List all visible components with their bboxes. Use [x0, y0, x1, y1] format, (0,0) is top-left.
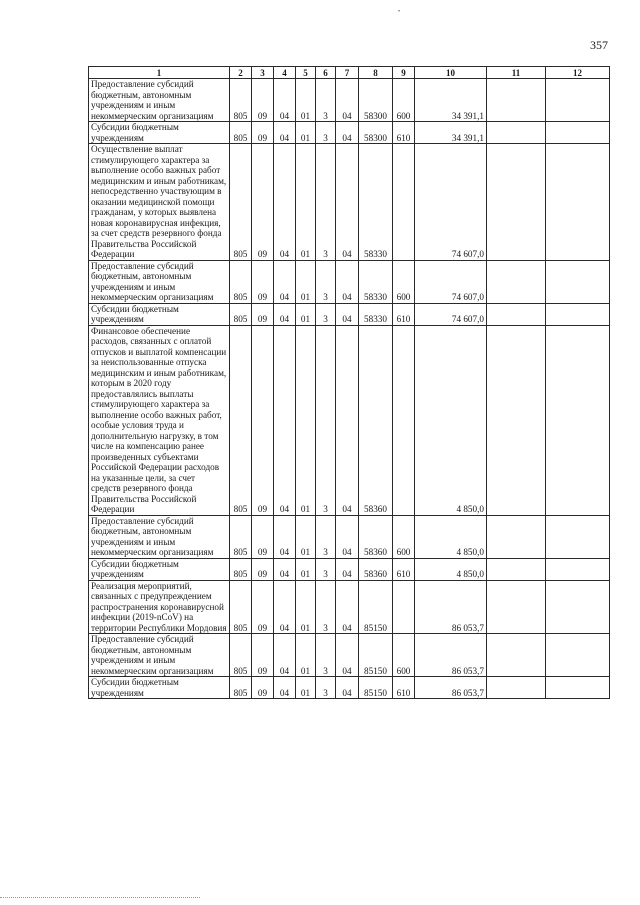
- table-row: [89, 677, 610, 699]
- row-cell-col-9: [393, 144, 415, 261]
- table-row: [89, 325, 610, 515]
- row-cell-col-8: 58330: [359, 260, 393, 303]
- row-cell-col-2: 805: [230, 79, 252, 122]
- row-cell-col-2: 805: [230, 634, 252, 677]
- row-cell-col-10: 74 607,0: [415, 144, 487, 261]
- row-cell-col-9: 600: [393, 79, 415, 122]
- row-cell-col-10: 4 850,0: [415, 325, 487, 515]
- row-cell-col-7: 04: [336, 260, 359, 303]
- header-col-3: 3: [252, 67, 274, 79]
- row-cell-col-3: 09: [252, 79, 274, 122]
- row-cell-col-5: 01: [296, 122, 316, 144]
- row-cell-col-10: 34 391,1: [415, 79, 487, 122]
- row-name-cell: Осуществление выплат стимулирующего характера за выполнение особо важных работ медицинским и иным работникам, непосредственно участвующим в оказании медицинской помощи гражданам, у которых выявлена новая коронавирусная инфекция, за счет средств резервного фонда Правительства Российской Федерации: [89, 144, 230, 261]
- row-cell-col-9: 610: [393, 677, 415, 699]
- row-cell-col-11: [487, 558, 546, 580]
- header-col-4: 4: [274, 67, 296, 79]
- row-cell-col-8: 85150: [359, 634, 393, 677]
- row-cell-col-11: [487, 580, 546, 634]
- row-cell-col-2: 805: [230, 677, 252, 699]
- row-cell-col-7: 04: [336, 580, 359, 634]
- scan-noise: [0, 897, 200, 900]
- header-col-5: 5: [296, 67, 316, 79]
- row-cell-col-2: 805: [230, 515, 252, 558]
- top-mark: •: [398, 9, 401, 15]
- page-number: 357: [590, 38, 608, 52]
- row-cell-col-3: 09: [252, 260, 274, 303]
- row-cell-col-3: 09: [252, 122, 274, 144]
- row-cell-col-10: 34 391,1: [415, 122, 487, 144]
- row-cell-col-9: 600: [393, 515, 415, 558]
- row-name-cell: Субсидии бюджетным учреждениям: [89, 558, 230, 580]
- row-cell-col-10: 74 607,0: [415, 303, 487, 325]
- row-cell-col-10: 4 850,0: [415, 515, 487, 558]
- row-cell-col-12: [546, 303, 610, 325]
- row-cell-col-6: 3: [316, 558, 336, 580]
- row-cell-col-8: 58300: [359, 122, 393, 144]
- row-cell-col-9: [393, 325, 415, 515]
- header-col-6: 6: [316, 67, 336, 79]
- row-name-cell: Предоставление субсидий бюджетным, автономным учреждениям и иным некоммерческим организациям: [89, 515, 230, 558]
- row-cell-col-7: 04: [336, 303, 359, 325]
- row-cell-col-6: 3: [316, 144, 336, 261]
- row-name-cell: Финансовое обеспечение расходов, связанных с оплатой отпусков и выплатой компенсации за неиспользованные отпуска медицинским и иным работникам, которым в 2020 году предоставлялись выплаты стимулирующего характера за выполнение особо важных работ, особые условия труда и дополнительную нагрузку, в том числе на компенсацию ранее произведенных субъектами Российской Федерации расходов на указанные цели, за счет средств резервного фонда Правительства Российской Федерации: [89, 325, 230, 515]
- row-cell-col-4: 04: [274, 634, 296, 677]
- header-col-2: 2: [230, 67, 252, 79]
- row-cell-col-10: 74 607,0: [415, 260, 487, 303]
- row-cell-col-5: 01: [296, 558, 316, 580]
- row-cell-col-5: 01: [296, 325, 316, 515]
- row-cell-col-12: [546, 144, 610, 261]
- header-col-10: 10: [415, 67, 487, 79]
- row-cell-col-7: 04: [336, 677, 359, 699]
- table-row: [89, 79, 610, 122]
- row-cell-col-8: 58330: [359, 144, 393, 261]
- row-cell-col-9: 600: [393, 260, 415, 303]
- row-cell-col-4: 04: [274, 122, 296, 144]
- row-cell-col-8: 58360: [359, 558, 393, 580]
- row-cell-col-11: [487, 677, 546, 699]
- row-cell-col-12: [546, 515, 610, 558]
- row-cell-col-4: 04: [274, 677, 296, 699]
- row-cell-col-11: [487, 515, 546, 558]
- row-cell-col-12: [546, 580, 610, 634]
- row-cell-col-4: 04: [274, 260, 296, 303]
- row-cell-col-5: 01: [296, 303, 316, 325]
- row-cell-col-6: 3: [316, 325, 336, 515]
- row-cell-col-6: 3: [316, 634, 336, 677]
- table-row: [89, 144, 610, 261]
- row-cell-col-12: [546, 634, 610, 677]
- row-cell-col-2: 805: [230, 303, 252, 325]
- row-cell-col-8: 58360: [359, 515, 393, 558]
- row-cell-col-3: 09: [252, 634, 274, 677]
- row-cell-col-4: 04: [274, 515, 296, 558]
- row-cell-col-6: 3: [316, 580, 336, 634]
- row-cell-col-12: [546, 79, 610, 122]
- row-cell-col-7: 04: [336, 558, 359, 580]
- row-cell-col-12: [546, 122, 610, 144]
- row-cell-col-10: 4 850,0: [415, 558, 487, 580]
- table-row: [89, 558, 610, 580]
- row-cell-col-12: [546, 260, 610, 303]
- row-cell-col-3: 09: [252, 558, 274, 580]
- row-cell-col-11: [487, 144, 546, 261]
- row-cell-col-5: 01: [296, 634, 316, 677]
- row-cell-col-8: 85150: [359, 580, 393, 634]
- header-col-9: 9: [393, 67, 415, 79]
- header-col-7: 7: [336, 67, 359, 79]
- row-cell-col-10: 86 053,7: [415, 634, 487, 677]
- table-row: [89, 260, 610, 303]
- row-cell-col-7: 04: [336, 144, 359, 261]
- row-cell-col-9: 610: [393, 122, 415, 144]
- row-cell-col-12: [546, 325, 610, 515]
- row-cell-col-11: [487, 122, 546, 144]
- row-cell-col-9: 610: [393, 558, 415, 580]
- row-cell-col-2: 805: [230, 144, 252, 261]
- row-cell-col-5: 01: [296, 144, 316, 261]
- row-cell-col-6: 3: [316, 677, 336, 699]
- row-cell-col-2: 805: [230, 558, 252, 580]
- row-cell-col-3: 09: [252, 303, 274, 325]
- row-cell-col-3: 09: [252, 515, 274, 558]
- row-cell-col-7: 04: [336, 634, 359, 677]
- row-cell-col-4: 04: [274, 580, 296, 634]
- row-cell-col-2: 805: [230, 260, 252, 303]
- row-cell-col-3: 09: [252, 144, 274, 261]
- header-col-12: 12: [546, 67, 610, 79]
- row-cell-col-2: 805: [230, 580, 252, 634]
- row-cell-col-3: 09: [252, 325, 274, 515]
- row-cell-col-7: 04: [336, 515, 359, 558]
- table-row: [89, 122, 610, 144]
- table-row: [89, 515, 610, 558]
- row-cell-col-6: 3: [316, 260, 336, 303]
- row-cell-col-10: 86 053,7: [415, 677, 487, 699]
- row-cell-col-12: [546, 677, 610, 699]
- row-cell-col-9: [393, 580, 415, 634]
- header-col-1: 1: [89, 67, 230, 79]
- row-cell-col-2: 805: [230, 122, 252, 144]
- row-name-cell: Субсидии бюджетным учреждениям: [89, 303, 230, 325]
- row-cell-col-3: 09: [252, 580, 274, 634]
- row-cell-col-11: [487, 634, 546, 677]
- row-cell-col-11: [487, 260, 546, 303]
- row-cell-col-8: 85150: [359, 677, 393, 699]
- row-cell-col-4: 04: [274, 79, 296, 122]
- row-name-cell: Реализация мероприятий, связанных с предупреждением распространения коронавирусной инфекции (2019-nCoV) на территории Республики Мордовия: [89, 580, 230, 634]
- row-cell-col-5: 01: [296, 677, 316, 699]
- row-cell-col-7: 04: [336, 122, 359, 144]
- table-row: [89, 580, 610, 634]
- row-name-cell: Предоставление субсидий бюджетным, автономным учреждениям и иным некоммерческим организациям: [89, 260, 230, 303]
- header-col-8: 8: [359, 67, 393, 79]
- row-cell-col-4: 04: [274, 558, 296, 580]
- header-row: [89, 67, 610, 79]
- table-row: [89, 634, 610, 677]
- row-cell-col-5: 01: [296, 260, 316, 303]
- row-cell-col-8: 58300: [359, 79, 393, 122]
- row-cell-col-9: 600: [393, 634, 415, 677]
- row-cell-col-8: 58360: [359, 325, 393, 515]
- row-cell-col-4: 04: [274, 303, 296, 325]
- row-cell-col-2: 805: [230, 325, 252, 515]
- row-cell-col-4: 04: [274, 325, 296, 515]
- row-cell-col-7: 04: [336, 79, 359, 122]
- row-name-cell: Субсидии бюджетным учреждениям: [89, 122, 230, 144]
- row-cell-col-5: 01: [296, 79, 316, 122]
- table-row: [89, 303, 610, 325]
- row-cell-col-6: 3: [316, 79, 336, 122]
- row-cell-col-7: 04: [336, 325, 359, 515]
- row-cell-col-5: 01: [296, 515, 316, 558]
- row-cell-col-8: 58330: [359, 303, 393, 325]
- row-cell-col-4: 04: [274, 144, 296, 261]
- header-col-11: 11: [487, 67, 546, 79]
- row-name-cell: Субсидии бюджетным учреждениям: [89, 677, 230, 699]
- row-cell-col-11: [487, 325, 546, 515]
- budget-table: [88, 66, 610, 699]
- row-cell-col-3: 09: [252, 677, 274, 699]
- row-name-cell: Предоставление субсидий бюджетным, автономным учреждениям и иным некоммерческим организациям: [89, 79, 230, 122]
- row-name-cell: Предоставление субсидий бюджетным, автономным учреждениям и иным некоммерческим организациям: [89, 634, 230, 677]
- row-cell-col-6: 3: [316, 303, 336, 325]
- row-cell-col-6: 3: [316, 515, 336, 558]
- row-cell-col-5: 01: [296, 580, 316, 634]
- row-cell-col-11: [487, 79, 546, 122]
- row-cell-col-12: [546, 558, 610, 580]
- row-cell-col-9: 610: [393, 303, 415, 325]
- row-cell-col-6: 3: [316, 122, 336, 144]
- row-cell-col-10: 86 053,7: [415, 580, 487, 634]
- row-cell-col-11: [487, 303, 546, 325]
